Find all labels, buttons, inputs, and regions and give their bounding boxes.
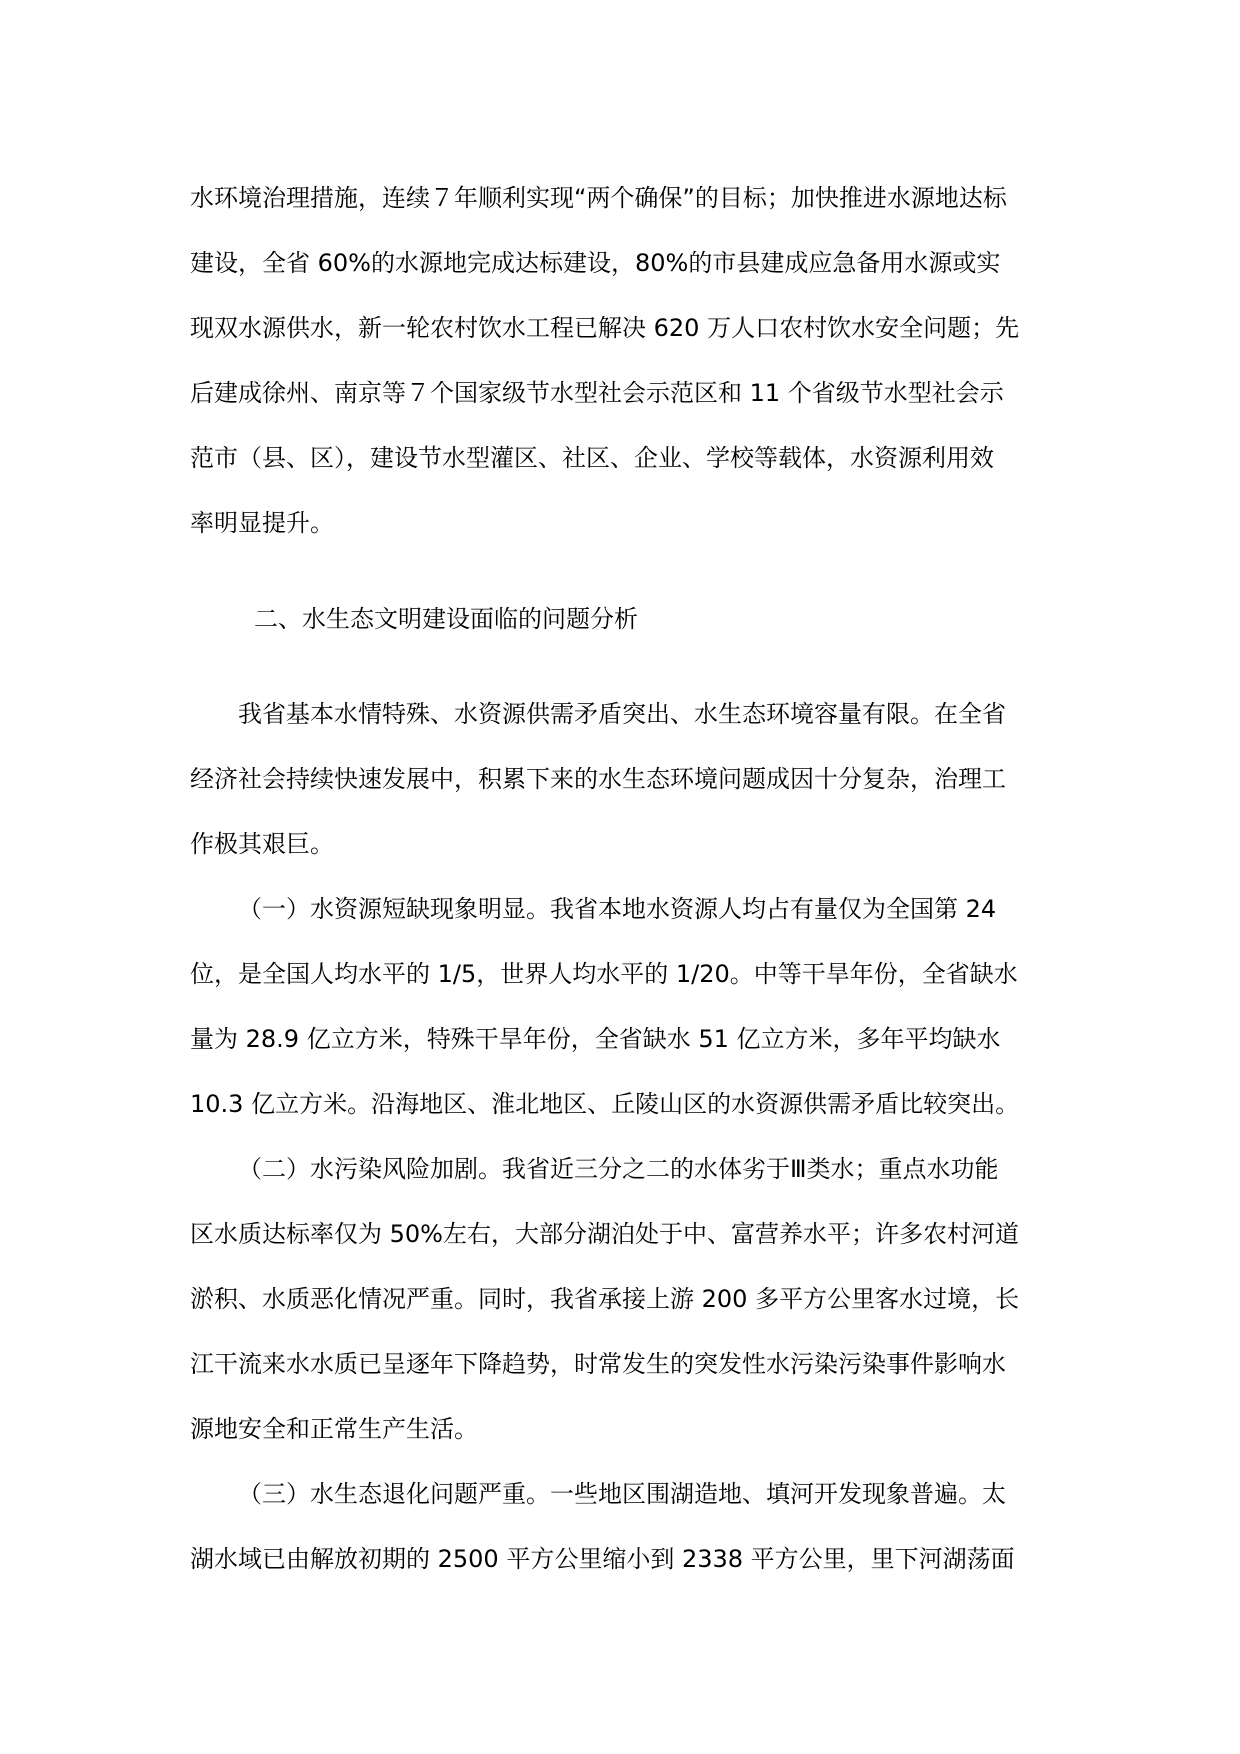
paragraph-1-line-4: 后建成徐州、南京等７个国家级节水型社会示范区和 11 个省级节水型社会示: [190, 379, 1004, 407]
paragraph-3-line-3: 量为 28.9 亿立方米，特殊干旱年份，全省缺水 51 亿立方米，多年平均缺水: [190, 1025, 1001, 1053]
paragraph-4-line-5: 源地安全和正常生产生活。: [190, 1415, 478, 1443]
paragraph-4-line-4: 江干流来水水质已呈逐年下降趋势，时常发生的突发性水污染污染事件影响水: [190, 1350, 1006, 1378]
paragraph-1-line-6: 率明显提升。: [190, 509, 334, 537]
paragraph-2-line-1: 我省基本水情特殊、水资源供需矛盾突出、水生态环境容量有限。在全省: [238, 700, 1006, 728]
paragraph-2-line-3: 作极其艰巨。: [190, 830, 334, 858]
paragraph-4-line-1: （二）水污染风险加剧。我省近三分之二的水体劣于Ⅲ类水；重点水功能: [238, 1155, 999, 1183]
paragraph-4-line-3: 淤积、水质恶化情况严重。同时，我省承接上游 200 多平方公里客水过境，长: [190, 1285, 1020, 1313]
paragraph-1-line-2: 建设，全省 60%的水源地完成达标建设，80%的市县建成应急备用水源或实: [190, 249, 1001, 277]
paragraph-3-line-2: 位，是全国人均水平的 1/5，世界人均水平的 1/20。中等干旱年份，全省缺水: [190, 960, 1018, 988]
paragraph-4-line-2: 区水质达标率仅为 50%左右，大部分湖泊处于中、富营养水平；许多农村河道: [190, 1220, 1019, 1248]
paragraph-1-line-3: 现双水源供水，新一轮农村饮水工程已解决 620 万人口农村饮水安全问题；先: [190, 314, 1020, 342]
section-heading: 二、水生态文明建设面临的问题分析: [254, 605, 638, 633]
paragraph-5-line-1: （三）水生态退化问题严重。一些地区围湖造地、填河开发现象普遍。太: [238, 1480, 1006, 1508]
paragraph-3-line-1: （一）水资源短缺现象明显。我省本地水资源人均占有量仅为全国第 24: [238, 895, 997, 923]
paragraph-3-line-4: 10.3 亿立方米。沿海地区、淮北地区、丘陵山区的水资源供需矛盾比较突出。: [190, 1090, 1020, 1118]
paragraph-1-line-5: 范市（县、区），建设节水型灌区、社区、企业、学校等载体，水资源利用效: [190, 444, 994, 472]
paragraph-5-line-2: 湖水域已由解放初期的 2500 平方公里缩小到 2338 平方公里，里下河湖荡面: [190, 1545, 1015, 1573]
paragraph-1-line-1: 水环境治理措施，连续７年顺利实现“两个确保”的目标；加快推进水源地达标: [190, 184, 1007, 212]
paragraph-2-line-2: 经济社会持续快速发展中，积累下来的水生态环境问题成因十分复杂，治理工: [190, 765, 1006, 793]
